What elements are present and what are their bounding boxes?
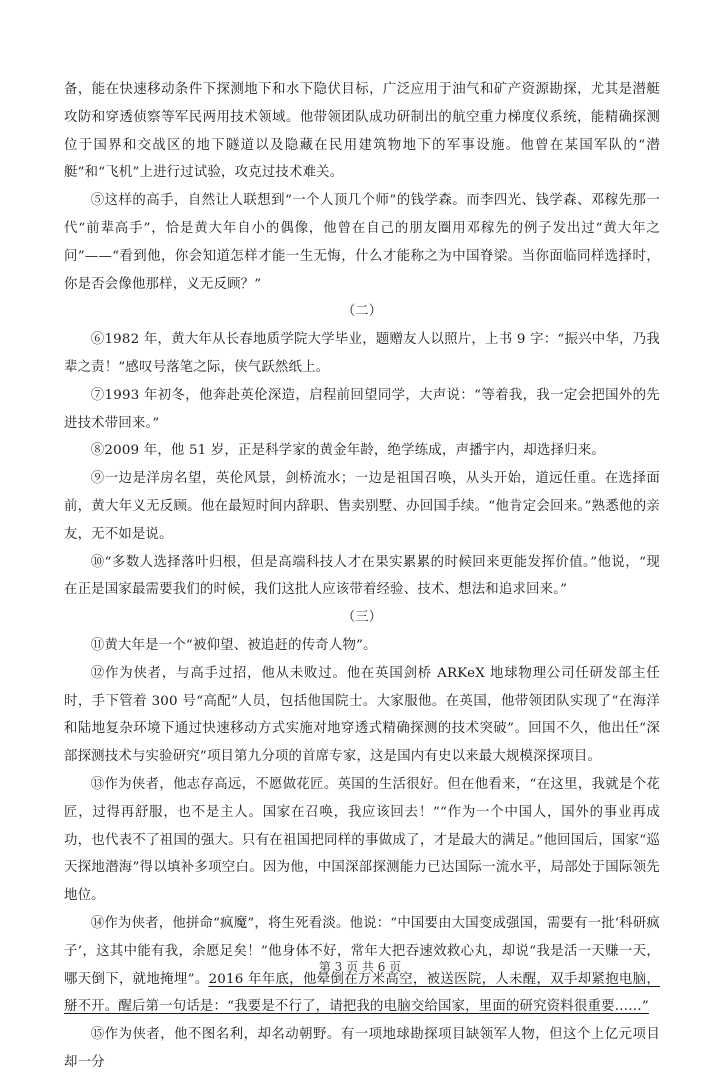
paragraph-13: ⑬作为侠者，他志存高远，不愿做花匠。英国的生活很好。但在他看来，“在这里，我就是个花匠，过得再舒服，也不是主人。国家在召唤，我应该回去！”“作为一个中国人，国外的事业再成功，也代表不了祖国的强大。只有在祖国把同样的事做成了，才是最大的满足。”他回国后，国家“巡天探地潜海”得以填补多项空白。因为他，中国深部探测能力已达国际一流水平，局部处于国际领先地位。 xyxy=(64,776,660,904)
paragraph-10: ⑩“多数人选择落叶归根，但是高端科技人才在果实累累的时候回来更能发挥价值。”他说，“现在正是国家最需要我们的时候，我们这批人应该带着经验、技术、想法和追求回来。” xyxy=(64,554,660,598)
paragraph-9: ⑨一边是洋房名望，英伦风景，剑桥流水；一边是祖国召唤，从头开始，道远任重。在选择面前，黄大年义无反顾。他在最短时间内辞职、售卖别墅、办回国手续。“他肯定会回来。”熟悉他的亲友，无不如是说。 xyxy=(64,471,660,542)
document-page xyxy=(64,76,660,1077)
paragraph-continued: 备，能在快速移动条件下探测地下和水下隐伏目标，广泛应用于油气和矿产资源勘探，尤其是潜艇攻防和穿透侦察等军民两用技术领域。他带领团队成功研制出的航空重力梯度仪系统，能精确探测位于国界和交战区的地下隧道以及隐藏在民用建筑物地下的军事设施。他曾在某国军队的“潜艇”和“飞机”上进行过试验，攻克过技术难关。 xyxy=(64,82,660,181)
page-footer: 第 3 页 共 6 页 xyxy=(318,960,402,974)
underlined-sentence: 2016 年年底，他晕倒在万米高空，被送医院，人未醒，双手却紧抱电脑，掰不开。醒后第一句话是：“我要是不行了，请把我的电脑交给国家，里面的研究资料很重要……” xyxy=(64,971,660,1015)
paragraph-5: ⑤这样的高手，自然让人联想到“一个人顶几个师”的钱学森。而李四光、钱学森、邓稼先那一代“前辈高手”，恰是黄大年自小的偶像，他曾在自己的朋友圈用邓稼先的例子发出过“黄大年之问”——“看到他，你会知道怎样才能一生无悔，什么才能称之为中国脊梁。当你面临同样选择时，你是否会像他那样，义无反顾？” xyxy=(64,193,660,292)
paragraph-12: ⑫作为侠者，与高手过招，他从未败过。他在英国剑桥 ARKeX 地球物理公司任研发部主任时，手下管着 300 号“高配”人员，包括他国院士。大家服他。在英国，他带领团队实现了“在海洋和陆地复杂环境下通过快速移动方式实施对地穿透式精确探测的技术突破”。回国不久，他出任“深部探测技术与实验研究”项目第九分项的首席专家，这是国内有史以来最大规模深探项目。 xyxy=(64,665,660,765)
paragraph-7: ⑦1993 年初冬，他奔赴英伦深造，启程前回望同学，大声说：“等着我，我一定会把国外的先进技术带回来。” xyxy=(64,387,660,431)
paragraph-14-text: ⑭作为侠者，他拼命“疯魔”，将生死看淡。他说：“中国要由大国变成强国，需要有一批‘科研疯子’，这其中能有我，余愿足矣！”他身体不好，常年大把吞速效救心丸，却说“我是活一天赚一天，哪天倒下，就地掩埋”。 xyxy=(64,915,661,987)
paragraph-6: ⑥1982 年，黄大年从长春地质学院大学毕业，题赠友人以照片，上书 9 字：“振兴中华，乃我辈之责！”感叹号落笔之际，侠气跃然纸上。 xyxy=(64,332,660,375)
paragraph-11: ⑪黄大年是一个“被仰望、被追赶的传奇人物”。 xyxy=(90,637,377,653)
section-heading-2: （二） xyxy=(341,304,383,320)
paragraph-15: ⑮作为侠者，他不图名利，却名动朝野。有一项地球勘探项目缺领军人物，但这个上亿元项目却一分 xyxy=(64,1027,660,1070)
paragraph-8: ⑧2009 年，他 51 岁，正是科学家的黄金年龄，绝学练成，声播宇内，却选择归来。 xyxy=(90,443,605,459)
section-heading-3: （三） xyxy=(341,610,383,626)
